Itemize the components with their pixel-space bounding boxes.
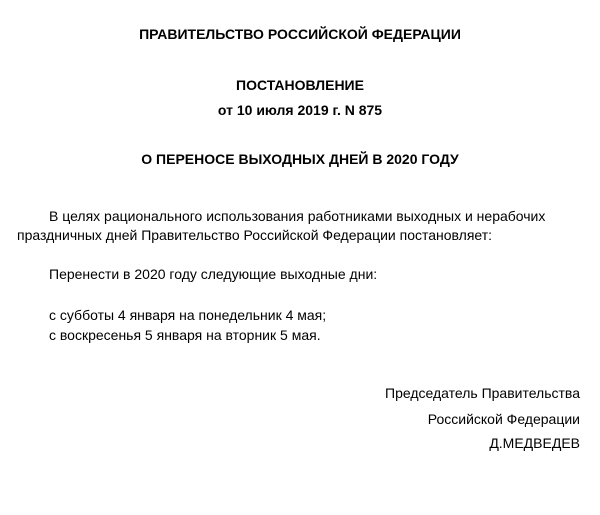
signature-title-line-1: Председатель Правительства bbox=[385, 385, 580, 401]
document-type: ПОСТАНОВЛЕНИЕ bbox=[236, 77, 364, 93]
issuing-authority: ПРАВИТЕЛЬСТВО РОССИЙСКОЙ ФЕДЕРАЦИИ bbox=[139, 26, 461, 42]
preamble-line-2: праздничных дней Правительство Российской Федерации постановляет: bbox=[17, 227, 493, 243]
document-title: О ПЕРЕНОСЕ ВЫХОДНЫХ ДНЕЙ В 2020 ГОДУ bbox=[141, 151, 459, 167]
transfer-item-2: с воскресенья 5 января на вторник 5 мая. bbox=[49, 327, 321, 343]
signature-name: Д.МЕДВЕДЕВ bbox=[489, 435, 580, 451]
signature-title-line-2: Российской Федерации bbox=[427, 411, 580, 427]
preamble-line-1: В целях рационального использования работниками выходных и нерабочих bbox=[49, 208, 546, 224]
document-date-number: от 10 июля 2019 г. N 875 bbox=[217, 102, 383, 118]
decision-text: Перенести в 2020 году следующие выходные дни: bbox=[49, 266, 378, 282]
transfer-item-1: с субботы 4 января на понедельник 4 мая; bbox=[49, 307, 327, 323]
